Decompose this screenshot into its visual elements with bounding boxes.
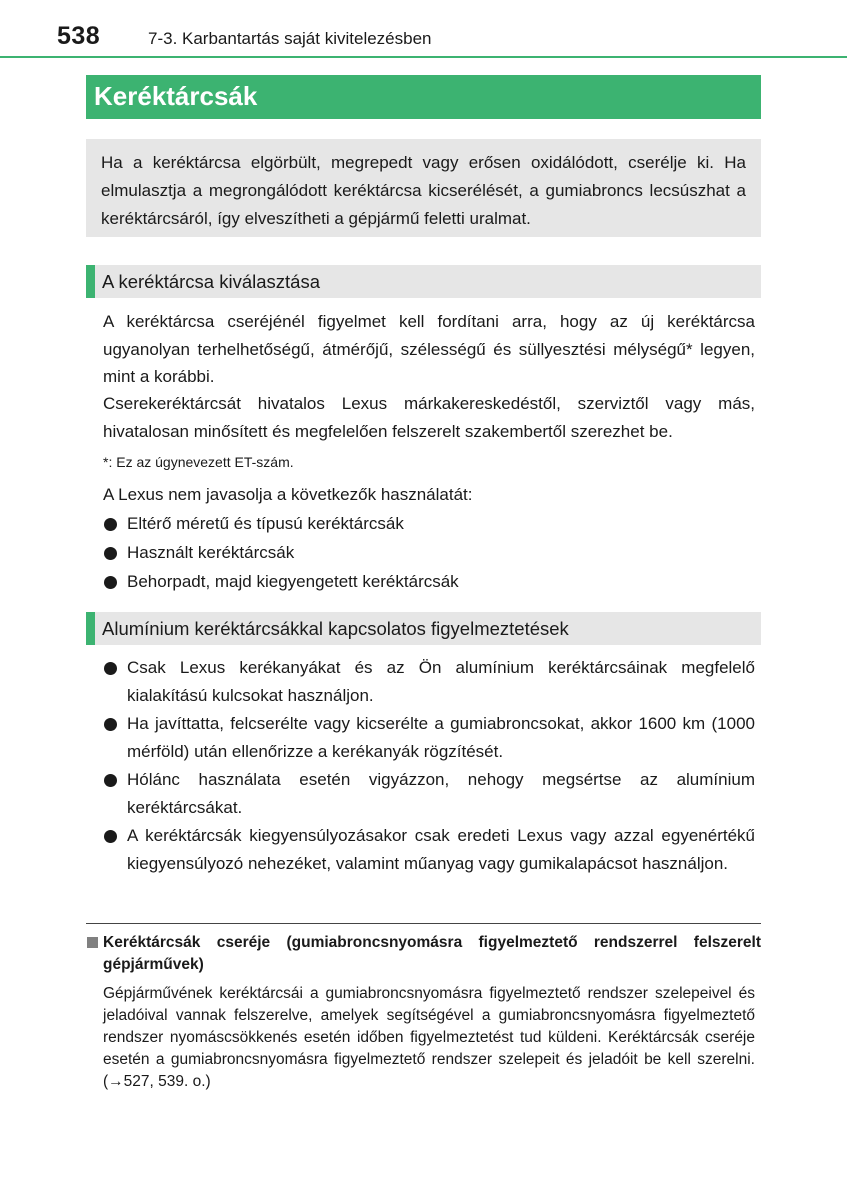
list-item: Eltérő méretű és típusú keréktárcsák <box>103 510 755 538</box>
section-heading-text: Alumínium keréktárcsákkal kapcsolatos figyelmeztetések <box>102 618 569 639</box>
list-item: Ha javíttatta, felcserélte vagy kicserélte a gumiabroncsokat, akkor 1600 km (1000 mérföld) után ellenőrizze a kerékanyák rögzítését. <box>103 710 755 766</box>
list-item: Használt keréktárcsák <box>103 539 755 567</box>
list-item: Hólánc használata esetén vigyázzon, nehogy megsértse az alumínium keréktárcsákat. <box>103 766 755 822</box>
info-body: Gépjárművének keréktárcsái a gumiabroncsnyomásra figyelmeztető rendszer szelepeivel és jeladóival vannak felszerelve, amelyek segítségével a gumiabroncsnyomásra figyelmeztető rendszer nyomáscsökkenés esetén időben figyelmeztetést tud küldeni. Keréktárcsák cseréje esetén a gumiabroncsnyomásra figyelmeztető rendszer szelepeit és jeladóit be kell szerelni. (→527, 539. o.) <box>103 985 755 1090</box>
page-number: 538 <box>57 22 101 50</box>
heading-accent-strip <box>86 265 95 298</box>
info-heading: Keréktárcsák cseréje (gumiabroncsnyomásra figyelmeztető rendszerrel felszerelt gépjárművek) <box>86 932 761 976</box>
square-bullet-icon <box>87 937 98 948</box>
bullet-icon <box>104 576 117 589</box>
list-item: Csak Lexus kerékanyákat és az Ön alumínium keréktárcsáinak megfelelő kialakítású kulcsokat használjon. <box>103 654 755 710</box>
page-title: Keréktárcsák <box>94 81 258 111</box>
section-heading-aluminum-warnings <box>86 612 761 645</box>
bullet-icon <box>104 718 117 731</box>
info-divider <box>86 923 761 924</box>
page-header <box>0 0 847 58</box>
footnote: *: Ez az úgynevezett ET-szám. <box>103 454 294 470</box>
section-heading-text: A keréktárcsa kiválasztása <box>102 271 320 292</box>
not-recommended-intro: A Lexus nem javasolja a következők használatát: <box>103 485 473 504</box>
bullet-icon <box>104 662 117 675</box>
warning-text: Ha a keréktárcsa elgörbült, megrepedt vagy erősen oxidálódott, cserélje ki. Ha elmulasztja a megrongálódott keréktárcsa kicserélését, a gumiabroncs lecsúszhat a keréktárcsáról, így elveszítheti a gépjármű feletti uralmat. <box>101 153 746 228</box>
list-item: Behorpadt, majd kiegyengetett keréktárcsák <box>103 568 755 596</box>
bullet-icon <box>104 830 117 843</box>
warning-box <box>86 139 761 237</box>
header-divider <box>0 56 847 58</box>
list-item: A keréktárcsák kiegyensúlyozásakor csak eredeti Lexus vagy azzal egyenértékű kiegyensúlyozó nehezéket, valamint műanyag vagy gumikalapácsot használjon. <box>103 822 755 878</box>
page-title-bar <box>86 75 761 119</box>
bullet-icon <box>104 518 117 531</box>
bullet-icon <box>104 774 117 787</box>
heading-accent-strip <box>86 612 95 645</box>
selection-paragraph-1: A keréktárcsa cseréjénél figyelmet kell fordítani arra, hogy az új keréktárcsa ugyanolyan terhelhetőségű, átmérőjű, szélességű és süllyesztési mélységű* legyen, mint a korábbi. <box>103 312 755 386</box>
section-title: 7-3. Karbantartás saját kivitelezésben <box>148 29 432 48</box>
bullet-icon <box>104 547 117 560</box>
section-heading-wheel-selection <box>86 265 761 298</box>
selection-paragraph-2: Cserekeréktárcsát hivatalos Lexus márkakereskedéstől, szerviztől vagy más, hivatalosan minősített és megfelelően felszerelt szakembertől szerezhet be. <box>103 394 755 441</box>
